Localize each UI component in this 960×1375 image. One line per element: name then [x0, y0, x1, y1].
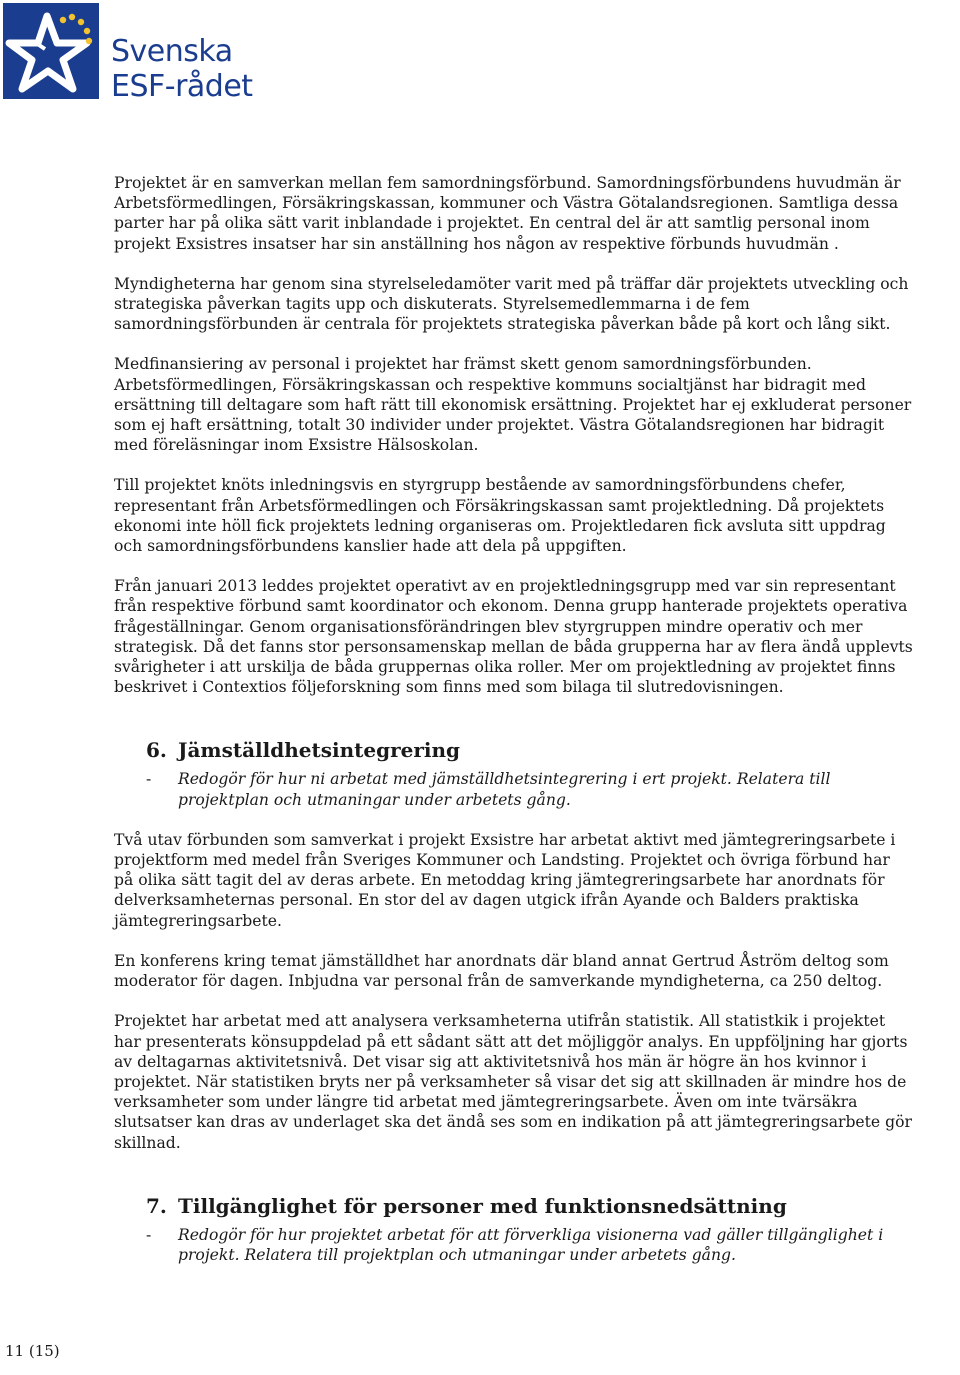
section-6-paragraph: Två utav förbunden som samverkat i projekt Exsistre har arbetat aktivt med jämtegreringsarbete i projektform med medel från Sveriges Kommuner och Landsting. Projektet och övriga förbund har på olika sätt tagit del av deras arbete. En metoddag kring jämtegreringsarbete har anordnats för delverksamheternas personal. En stor del av dagen utgick ifrån Ayande och Balders praktiska jämtegreringsarbete.: [114, 830, 896, 930]
intro-paragraph: Myndigheterna har genom sina styrelseledamöter varit med på träffar där projektets utveckling och strategiska påverkan tagits upp och diskuterats. Styrelsemedlemmarna i de fem samordningsförbunden är centrala för projektets strategiska påverkan både på kort och lång sikt.: [114, 274, 909, 334]
section-6-title: Jämställdhetsintegrering: [178, 738, 460, 763]
section-7-title: Tillgänglighet för personer med funktionsnedsättning: [178, 1193, 787, 1218]
logo-text-esf-radet: ESF-rådet: [111, 69, 253, 104]
section-6-paragraph: Projektet har arbetat med att analysera verksamheterna utifrån statistik. All statistkik i projektet har presenterats könsuppdelad på ett sådant sätt att det möjliggör analys. En uppföljning har gjorts av deltagarnas aktivitetsnivå. Det visar sig att aktivitetsnivå hos män är högre än hos kvinnor i projektet. När statistiken bryts ner på verksamheter så visar det sig att skillnaden är mindre hos de verksamheter som under längre tid arbetat med jämtegreringsarbete. Även om inte tvärsäkra slutsatser kan dras av underlaget ska det ändå ses som en indikation på att jämtegreringsarbete gör skillnad.: [114, 1012, 912, 1152]
section-6-number: 6.: [146, 738, 167, 763]
intro-paragraph: Projektet är en samverkan mellan fem samordningsförbund. Samordningsförbundens huvudmän är Arbetsförmedlingen, Försäkringskassan, kommuner och Västra Götalandsregionen. Samtliga dessa parter har på olika sätt varit inblandade i projektet. En central del är att samtlig personal inom projekt Exsistres insatser har sin anställning hos någon av respektive förbunds huvudmän .: [114, 174, 901, 253]
section-7-heading: [114, 1193, 914, 1219]
document-body: [114, 173, 914, 1285]
star-icon: [3, 3, 99, 99]
section-7-number: 7.: [146, 1193, 167, 1218]
section-6-instruction-text: Redogör för hur ni arbetat med jämställdhetsintegrering i ert projekt. Relatera till projektplan och utmaningar under arbetets gång.: [178, 770, 831, 809]
section-6-heading: [114, 737, 914, 763]
instruction-dash: -: [146, 770, 152, 789]
instruction-dash: -: [146, 1225, 152, 1244]
logo-text-svenska: Svenska: [111, 34, 233, 69]
section-6-instruction: [114, 769, 914, 809]
page-number: 11 (15): [5, 1342, 60, 1360]
intro-paragraph: Medfinansiering av personal i projektet har främst skett genom samordningsförbunden. Arbetsförmedlingen, Försäkringskassan och respektive kommuns socialtjänst har bidragit med ersättning till deltagare som haft rätt till ekonomisk ersättning. Projektet har ej exkluderat personer som ej haft ersättning, totalt 30 individer under projektet. Västra Götalandsregionen har bidragit med föreläsningar inom Exsistre Hälsoskolan.: [114, 355, 912, 455]
section-7-instruction: [114, 1225, 914, 1265]
intro-paragraph: Från januari 2013 leddes projektet operativt av en projektledningsgrupp med var sin representant från respektive förbund samt koordinator och ekonom. Denna grupp hanterade projektets operativa frågeställningar. Genom organisationsförändringen blev styrgruppen mindre operativ och mer strategisk. Då det fanns stor personsamenskap mellan de båda grupperna har av flera ändå upplevts svårigheter i att urskilja de båda gruppernas olika roller. Mer om projektledning av projektet finns beskrivet i Contextios följeforskning som finns med som bilaga til slutredovisningen.: [114, 577, 913, 697]
section-6-paragraph: En konferens kring temat jämställdhet har anordnats där bland annat Gertrud Åström deltog som moderator för dagen. Inbjudna var personal från de samverkande myndigheterna, ca 250 deltog.: [114, 951, 889, 991]
logo-star-emblem: [3, 3, 99, 99]
svenska-esf-radet-logo: [3, 3, 253, 104]
section-7-instruction-text: Redogör för hur projektet arbetat för att förverkliga visionerna vad gäller tillgänglighet i projekt. Relatera till projektplan och utmaningar under arbetets gång.: [178, 1225, 884, 1264]
intro-paragraph: Till projektet knöts inledningsvis en styrgrupp bestående av samordningsförbundens chefer, representant från Arbetsförmedlingen och Försäkringskassan samt projektledning. Då projektets ekonomi inte höll fick projektets ledning organiseras om. Projektledaren fick avsluta sitt uppdrag och samordningsförbundens kanslier hade att dela på uppgiften.: [114, 476, 886, 556]
